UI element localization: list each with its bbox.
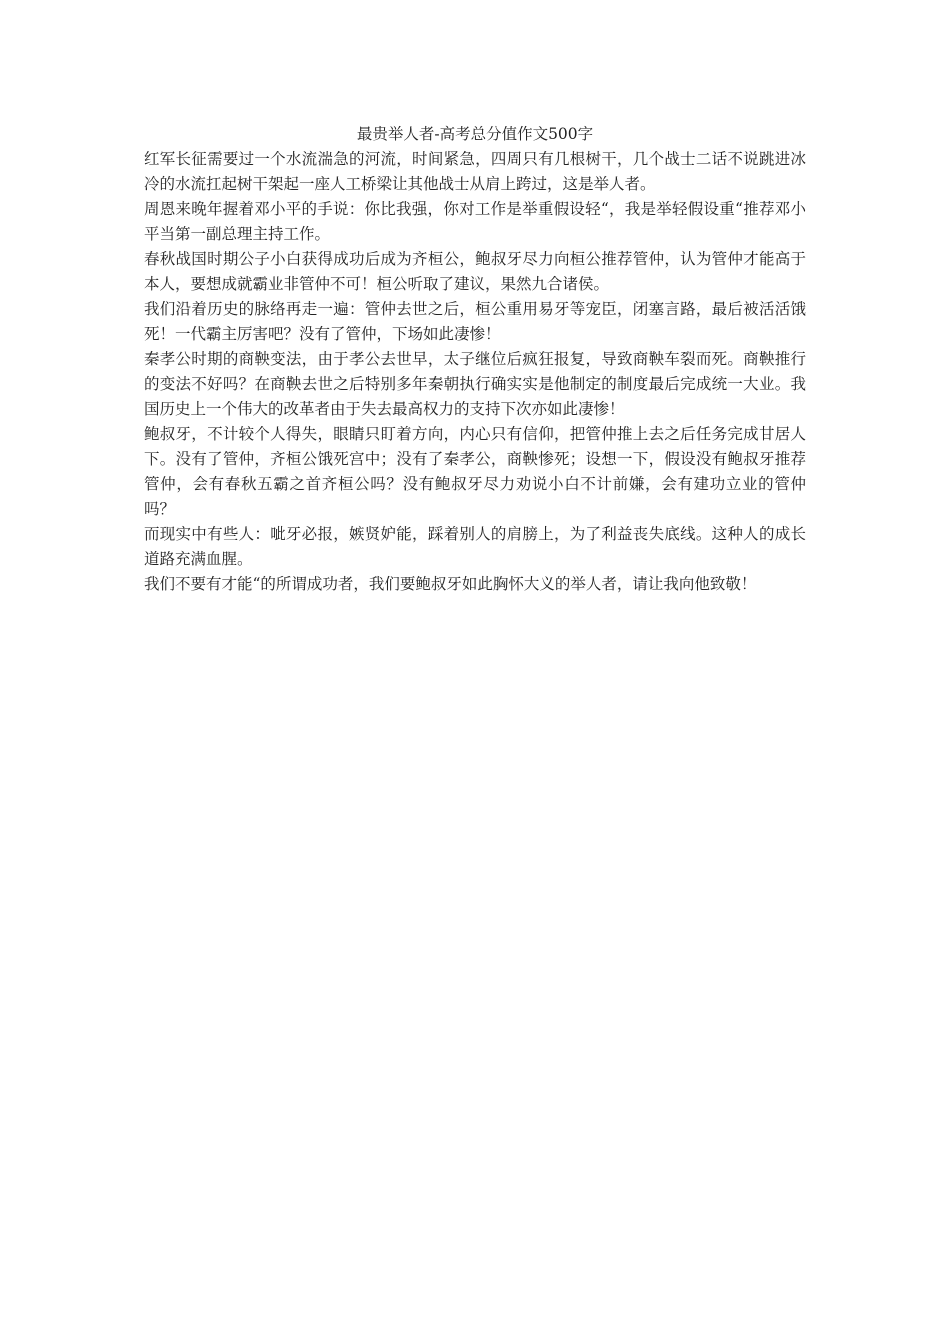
document-page — [144, 122, 806, 597]
document-title: 最贵举人者-高考总分值作文500字 — [356, 125, 594, 143]
paragraph-1: 红军长征需要过一个水流湍急的河流，时间紧急，四周只有几根树干，几个战士二话不说跳进冰冷的水流扛起树干架起一座人工桥梁让其他战士从肩上跨过，这是举人者。 — [144, 150, 806, 193]
paragraph-6: 鲍叔牙，不计较个人得失，眼睛只盯着方向，内心只有信仰，把管仲推上去之后任务完成甘居人下。没有了管仲，齐桓公饿死宫中；没有了秦孝公，商鞅惨死；设想一下，假设没有鲍叔牙推荐管仲，会有春秋五霸之首齐桓公吗？没有鲍叔牙尽力劝说小白不计前嫌，会有建功立业的管仲吗？ — [144, 425, 806, 518]
paragraph-2: 周恩来晚年握着邓小平的手说：你比我强，你对工作是举重假设轻“，我是举轻假设重“推荐邓小平当第一副总理主持工作。 — [144, 200, 806, 243]
paragraph-5: 秦孝公时期的商鞅变法，由于孝公去世早，太子继位后疯狂报复，导致商鞅车裂而死。商鞅推行的变法不好吗？在商鞅去世之后特别多年秦朝执行确实实是他制定的制度最后完成统一大业。我国历史上一个伟大的改革者由于失去最高权力的支持下次亦如此凄惨！ — [144, 350, 806, 418]
paragraph-7: 而现实中有些人：呲牙必报，嫉贤妒能，踩着别人的肩膀上，为了利益丧失底线。这种人的成长道路充满血腥。 — [144, 525, 806, 568]
paragraph-4: 我们沿着历史的脉络再走一遍：管仲去世之后，桓公重用易牙等宠臣，闭塞言路，最后被活活饿死！一代霸主厉害吧？没有了管仲，下场如此凄惨！ — [144, 300, 806, 343]
paragraph-8: 我们不要有才能“的所谓成功者，我们要鲍叔牙如此胸怀大义的举人者，请让我向他致敬！ — [144, 575, 757, 593]
paragraph-3: 春秋战国时期公子小白获得成功后成为齐桓公，鲍叔牙尽力向桓公推荐管仲，认为管仲才能高于本人，要想成就霸业非管仲不可！桓公听取了建议，果然九合诸侯。 — [144, 250, 806, 293]
